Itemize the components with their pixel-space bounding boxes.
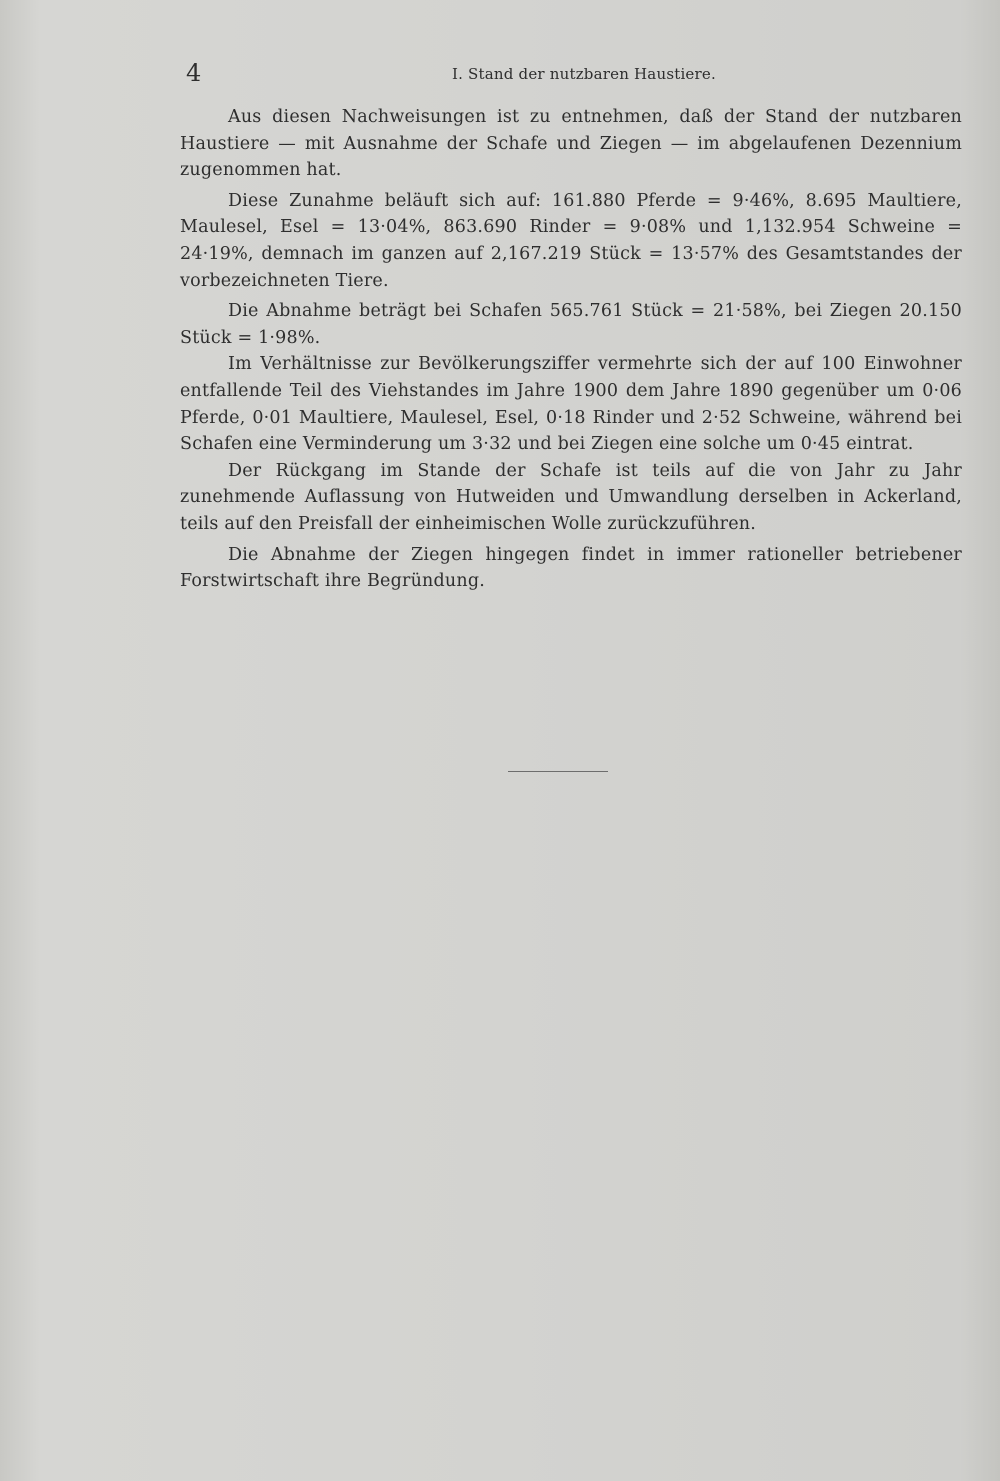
running-title: I. Stand der nutzbaren Haustiere. <box>452 65 716 83</box>
paragraph-sheep-decline: Der Rückgang im Stande der Schafe ist teils auf die von Jahr zu Jahr zunehmende Auflassung von Hutweiden und Umwandlung derselben in Ackerland, teils auf den Preisfall der einheimischen Wolle zurückzuführen. <box>180 460 962 534</box>
body-text <box>180 104 962 595</box>
section-divider <box>508 771 608 772</box>
page-number: 4 <box>186 59 202 87</box>
paragraph-population-ratio: Im Verhältnisse zur Bevölkerungsziffer vermehrte sich der auf 100 Einwohner entfallende Teil des Viehstandes im Jahre 1900 dem Jahre 1890 gegenüber um 0·06 Pferde, 0·01 Maultiere, Maulesel, Esel, 0·18 Rinder und 2·52 Schweine, während bei Schafen eine Verminderung um 3·32 und bei Ziegen eine solche um 0·45 eintrat. <box>180 354 962 455</box>
paragraph-intro: Aus diesen Nachweisungen ist zu entnehmen, daß der Stand der nutzbaren Haustiere — mit Ausnahme der Schafe und Ziegen — im abgelaufenen Dezennium zugenommen hat. <box>180 107 962 181</box>
paragraph-goat-decline: Die Abnahme der Ziegen hingegen findet in immer rationeller betriebener Forstwirtschaft ihre Begründung. <box>180 544 962 592</box>
paragraph-increase: Diese Zunahme beläuft sich auf: 161.880 Pferde = 9·46%, 8.695 Maultiere, Maulesel, Esel = 13·04%, 863.690 Rinder = 9·08% und 1,132.954 Schweine = 24·19%, demnach im ganzen auf 2,167.219 Stück = 13·57% des Gesamtstandes der vorbezeichneten Tiere. <box>180 190 962 291</box>
paragraph-decrease: Die Abnahme beträgt bei Schafen 565.761 Stück = 21·58%, bei Ziegen 20.150 Stück = 1·98%. <box>180 301 962 348</box>
